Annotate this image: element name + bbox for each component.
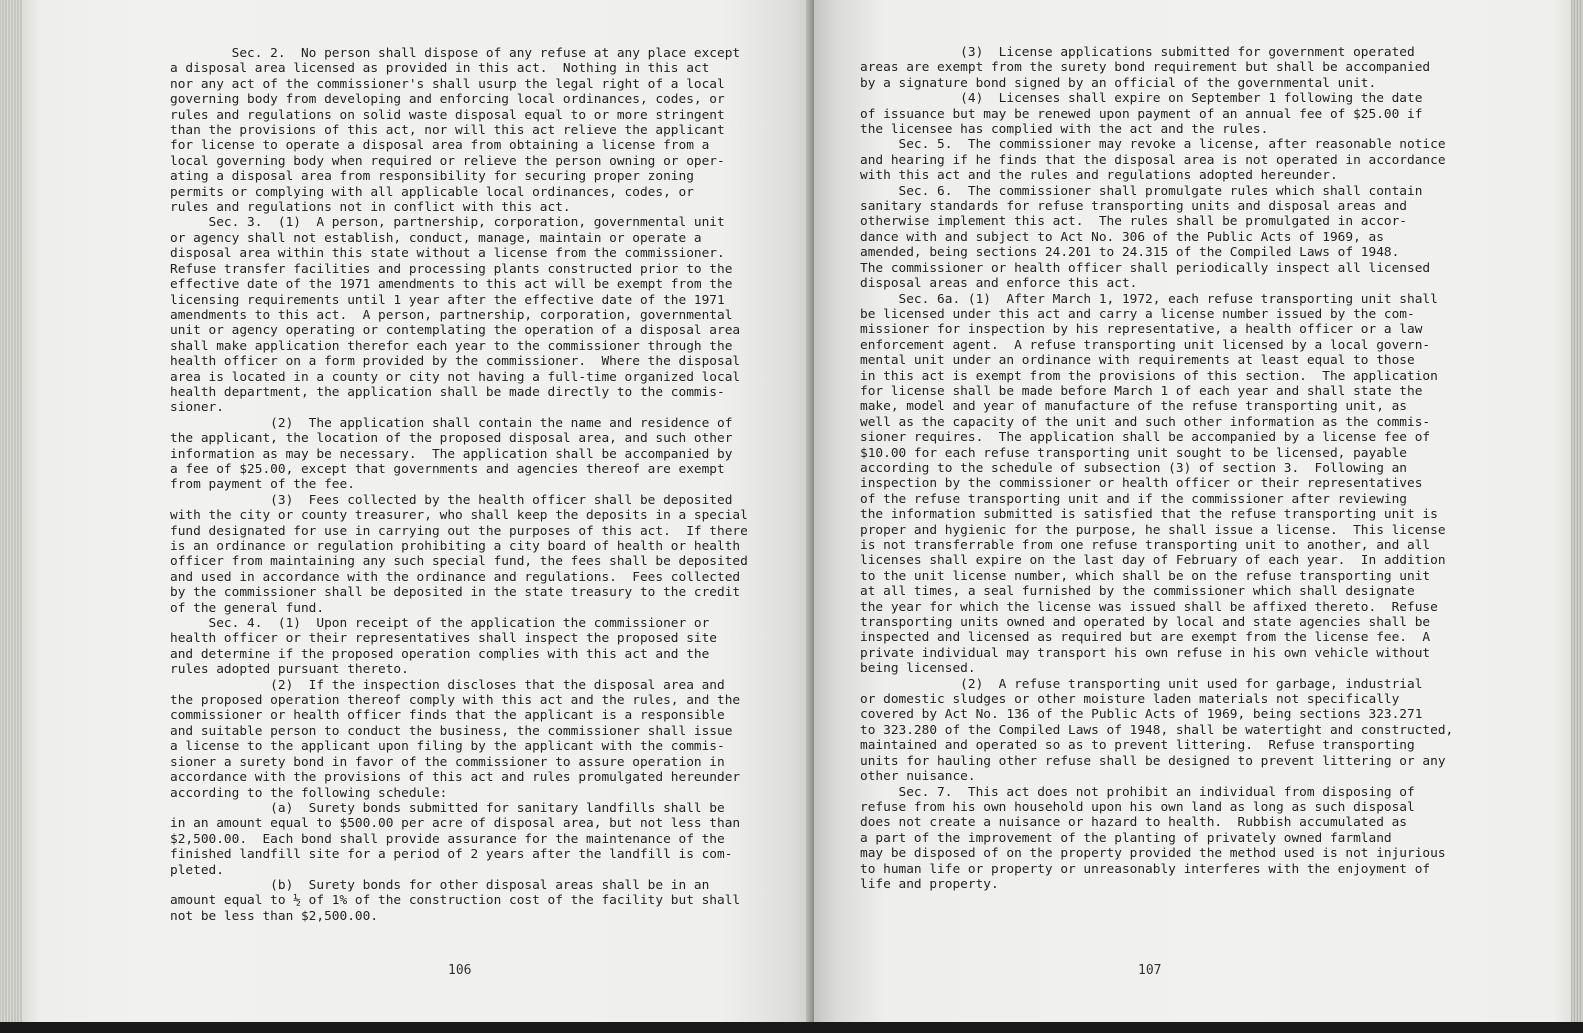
left-page-text: Sec. 2. No person shall dispose of any refuse at any place except a disposal area licensed as provided in this act. Nothing in this act nor any act of the commissioner's shall usurp the legal right of a local governing body from developing and enforcing local ordinances, codes, or rules and regulations on solid waste disposal equal to or more stringent than the provisions of this act, nor will this act relieve the applicant for license to operate a disposal area from obtaining a license from a local governing body when required or relieve the person owning or oper- ating a disposal area from responsibility for securing proper zoning permits or complying with all applicable local ordinances, codes, or rules and regulations not in conflict with this act. Sec. 3. (1) A person, partnership, corporation, governmental unit or agency shall not establish, conduct, manage, maintain or operate a disposal area within this state without a license from the commissioner. Refuse transfer facilities and processing plants constructed prior to the effective date of the 1971 amendments to this act will be exempt from the licensing requirements until 1 year after the effective date of the 1971 amendments to this act. A person, partnership, corporation, governmental unit or agency operating or contemplating the operation of a disposal area shall make application therefor each year to the commissioner through the health officer on a form provided by the commissioner. Where the disposal area is located in a county or city not having a full-time organized local health department, the application shall be made directly to the commis- sioner. (2) The application shall contain the name and residence of the applicant, the location of the proposed disposal area, and such other information as may be necessary. The application shall be accompanied by a fee of $25.00, except that governments and agencies thereof are exempt from payment of the fee. (3) Fees collected by the health officer shall be deposited with the city or county treasurer, who shall keep the deposits in a special fund designated for use in carrying out the purposes of this act. If there is an ordinance or regulation prohibiting a city board of health or health officer from maintaining any such special fund, the fees shall be deposited and used in accordance with the ordinance and regulations. Fees collected by the commissioner shall be deposited in the state treasury to the credit of the general fund. Sec. 4. (1) Upon receipt of the application the commissioner or health officer or their representatives shall inspect the proposed site and determine if the proposed operation complies with this act and the rules adopted pursuant thereto. (2) If the inspection discloses that the disposal area and the proposed operation thereof comply with this act and the rules, and the commissioner or health officer finds that the applicant is a responsible and suitable person to conduct the business, the commissioner shall issue a license to the applicant upon filing by the applicant with the commis- sioner a surety bond in favor of the commissioner to assure operation in accordance with the provisions of this act and rules promulgated hereunder according to the following schedule: (a) Surety bonds submitted for sanitary landfills shall be in an amount equal to $500.00 per acre of disposal area, but not less than $2,500.00. Each bond shall provide assurance for the maintenance of the finished landfill site for a period of 2 years after the landfill is com- pleted. (b) Surety bonds for other disposal areas shall be in an amount equal to ½ of 1% of the construction cost of the facility but shall not be less than $2,500.00. (170, 46, 748, 924)
left-page (22, 0, 814, 1022)
right-page-text: (3) License applications submitted for government operated areas are exempt from the surety bond requirement but shall be accompanied by a signature bond signed by an official of the governmental unit. (4) Licenses shall expire on September 1 following the date of issuance but may be renewed upon payment of an annual fee of $25.00 if the licensee has complied with the act and the rules. Sec. 5. The commissioner may revoke a license, after reasonable notice and hearing if he finds that the disposal area is not operated in accordance with this act and the rules and regulations adopted hereunder. Sec. 6. The commissioner shall promulgate rules which shall contain sanitary standards for refuse transporting units and disposal areas and otherwise implement this act. The rules shall be promulgated in accor- dance with and subject to Act No. 306 of the Public Acts of 1969, as amended, being sections 24.201 to 24.315 of the Compiled Laws of 1948. The commissioner or health officer shall periodically inspect all licensed disposal areas and enforce this act. Sec. 6a. (1) After March 1, 1972, each refuse transporting unit shall be licensed under this act and carry a license number issued by the com- missioner for inspection by his representative, a health officer or a law enforcement agent. A refuse transporting unit licensed by a local govern- mental unit under an ordinance with requirements at least equal to those in this act is exempt from the provisions of this section. The application for license shall be made before March 1 of each year and shall state the make, model and year of manufacture of the refuse transporting unit, as well as the capacity of the unit and such other information as the commis- sioner requires. The application shall be accompanied by a license fee of $10.00 for each refuse transporting unit sought to be licensed, payable according to the schedule of subsection (3) of section 3. Following an inspection by the commissioner or health officer or their representatives of the refuse transporting unit and if the commissioner after reviewing the information submitted is satisfied that the refuse transporting unit is proper and hygienic for the purpose, he shall issue a license. This license is not transferrable from one refuse transporting unit to another, and all licenses shall expire on the last day of February of each year. In addition to the unit license number, which shall be on the refuse transporting unit at all times, a seal furnished by the commissioner which shall designate the year for which the license was issued shall be affixed thereto. Refuse transporting units owned and operated by local and state agencies shall be inspected and licensed as required but are exempt from the license fee. A private individual may transport his own refuse in his own vehicle without being licensed. (2) A refuse transporting unit used for garbage, industrial or domestic sludges or other moisture laden materials not specifically covered by Act No. 136 of the Public Acts of 1969, being sections 323.271 to 323.280 of the Compiled Laws of 1948, shall be watertight and constructed, maintained and operated so as to prevent littering. Refuse transporting units for hauling other refuse shall be designed to prevent littering or any other nuisance. Sec. 7. This act does not prohibit an individual from disposing of refuse from his own household upon his own land as long as such disposal does not create a nuisance or hazard to health. Rubbish accumulated as a part of the improvement of the planting of privately owned farmland may be disposed of on the property provided the method used is not injurious to human life or property or unreasonably interferes with the enjoyment of life and property. (860, 45, 1454, 892)
page-edges-left (0, 0, 22, 1022)
page-edges-right (1571, 0, 1583, 1022)
left-page-number: 106 (448, 963, 472, 978)
right-page-number: 107 (1138, 963, 1162, 978)
right-page (814, 0, 1571, 1022)
